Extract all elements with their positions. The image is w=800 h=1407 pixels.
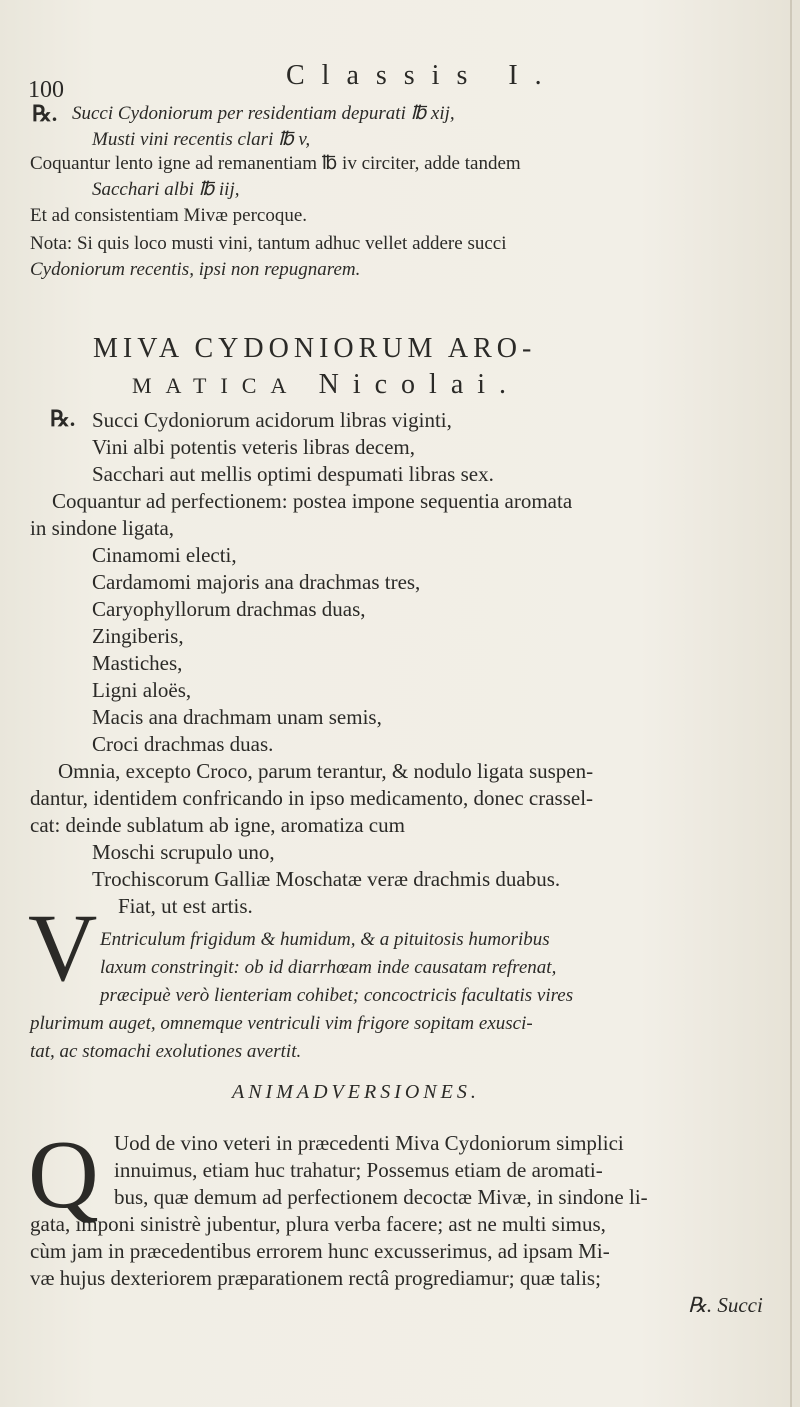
drop-cap-v: V — [28, 894, 98, 1001]
recipe-symbol: ℞. — [32, 101, 58, 126]
ingredient-line: Cardamomi majoris ana drachmas tres, — [92, 570, 421, 594]
recipe1-line: Coquantur lento igne ad remanentiam ℔ iv circiter, adde tandem — [30, 153, 521, 174]
animadversiones-line: bus, quæ demum ad perfectionem decoctæ Mivæ, in sindone li- — [114, 1185, 648, 1209]
recipe1-line: Succi Cydoniorum per residentiam depurati ℔ xij, — [72, 103, 455, 124]
section-heading: MIVA CYDONIORUM ARO- — [93, 333, 537, 364]
virtues-line: laxum constringit: ob id diarrhœam inde causatam refrenat, — [100, 957, 557, 978]
page-crease — [790, 0, 792, 1407]
section-subheading — [132, 371, 520, 399]
drop-cap-q: Q — [28, 1121, 99, 1229]
recipe1-line: Et ad consistentiam Mivæ percoque. — [30, 205, 308, 226]
ingredient-line: Mastiches, — [92, 651, 183, 675]
animadversiones-heading: ANIMADVERSIONES. — [232, 1081, 480, 1103]
ingredient-line: Zingiberis, — [92, 624, 184, 648]
recipe2-line: Sacchari aut mellis optimi despumati libras sex. — [92, 462, 494, 486]
recipe2-line: Fiat, ut est artis. — [118, 894, 253, 918]
note-line: Cydoniorum recentis, ipsi non repugnarem. — [30, 259, 361, 280]
animadversiones-line: Uod de vino veteri in præcedenti Miva Cydoniorum simplici — [114, 1131, 624, 1155]
recipe2-line: Coquantur ad perfectionem: postea impone sequentia aromata — [52, 489, 573, 513]
catchword: ℞. Succi — [688, 1293, 763, 1317]
page-number: 100 — [28, 77, 64, 103]
animadversiones-line: cùm jam in præcedentibus errorem hunc excusserimus, ad ipsam Mi- — [30, 1239, 610, 1263]
virtues-line: præcipuè verò lienteriam cohibet; concoctricis facultatis vires — [100, 985, 574, 1006]
recipe2-line: Trochiscorum Galliæ Moschatæ veræ drachmis duabus. — [92, 867, 561, 891]
recipe2-line: Moschi scrupulo uno, — [92, 840, 275, 864]
ingredient-line: Ligni aloës, — [92, 678, 192, 702]
note-line: Nota: Si quis loco musti vini, tantum adhuc vellet addere succi — [30, 233, 507, 254]
virtues-line: plurimum auget, omnemque ventriculi vim frigore sopitam exusci- — [30, 1013, 533, 1034]
ingredient-line: Croci drachmas duas. — [92, 732, 274, 756]
recipe2-line: Vini albi potentis veteris libras decem, — [92, 435, 415, 459]
ingredient-line: Cinamomi electi, — [92, 543, 237, 567]
subheading-part-b: Nicolai. — [318, 369, 521, 400]
recipe2-line: Succi Cydoniorum acidorum libras viginti, — [92, 408, 452, 432]
recipe1-line: Musti vini recentis clari ℔ v, — [92, 129, 311, 150]
animadversiones-line: væ hujus dexteriorem præparationem rectâ progrediamur; quæ talis; — [30, 1266, 601, 1290]
ingredient-line: Caryophyllorum drachmas duas, — [92, 597, 366, 621]
virtues-line: tat, ac stomachi exolutiones avertit. — [30, 1041, 302, 1062]
virtues-line: Entriculum frigidum & humidum, & a pituitosis humoribus — [100, 929, 550, 950]
recipe-symbol: ℞. — [50, 406, 76, 431]
ingredient-line: Macis ana drachmam unam semis, — [92, 705, 382, 729]
recipe2-line: dantur, identidem confricando in ipso medicamento, donec crassel- — [30, 786, 594, 810]
running-head: Classis I. — [286, 60, 559, 91]
recipe2-line: Omnia, excepto Croco, parum terantur, & nodulo ligata suspen- — [58, 759, 594, 783]
animadversiones-line: innuimus, etiam huc trahatur; Possemus etiam de aromati- — [114, 1158, 603, 1182]
animadversiones-line: gata, imponi sinistrè jubentur, plura verba facere; ast ne multi simus, — [30, 1212, 606, 1236]
recipe1-line: Sacchari albi ℔ iij, — [92, 179, 240, 200]
recipe2-line: in sindone ligata, — [30, 516, 175, 540]
subheading-part-a: MATICA — [132, 373, 300, 398]
recipe2-line: cat: deinde sublatum ab igne, aromatiza cum — [30, 813, 405, 837]
